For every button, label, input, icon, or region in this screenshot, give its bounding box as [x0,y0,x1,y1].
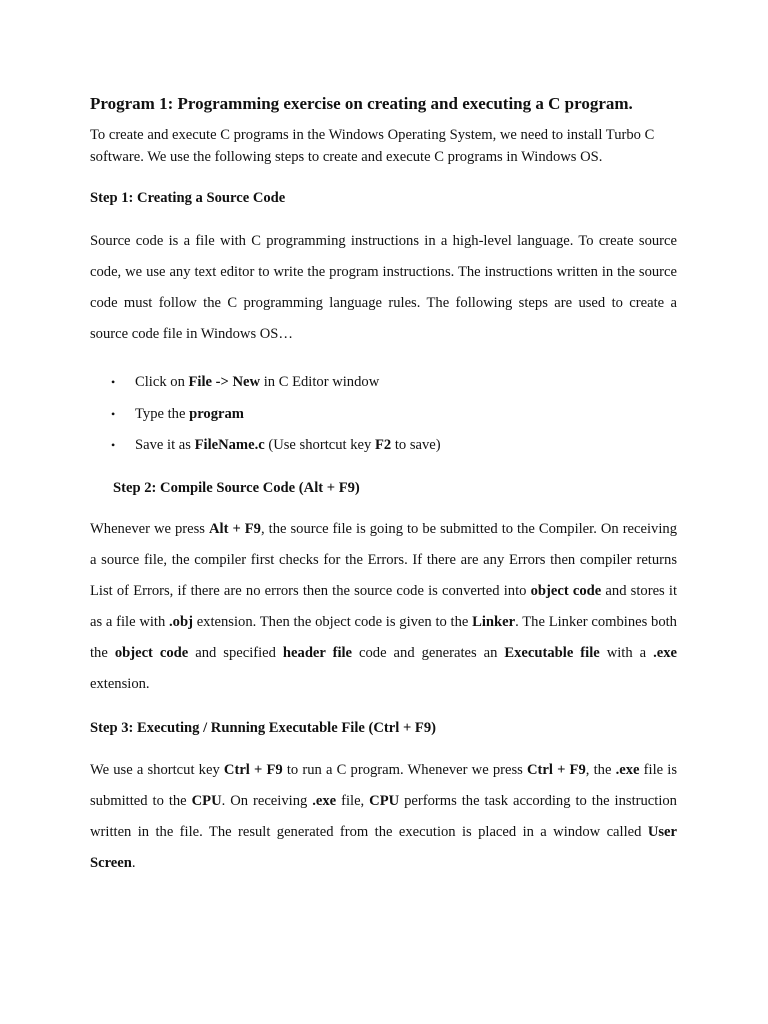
step3-heading: Step 3: Executing / Running Executable File (Ctrl + F9) [90,720,436,736]
bullet-icon: • [111,375,116,389]
step2-heading: Step 2: Compile Source Code (Alt + F9) [113,480,360,496]
bullet-icon: • [111,406,116,421]
step1-bullet-list [90,371,441,466]
list-item: • Type the program [90,403,441,435]
step2-paragraph: Whenever we press Alt + F9, the source file is going to be submitted to the Compiler. On receiving a source file, the compiler first checks for the Errors. If there are any Errors then compiler returns List of Errors, if there are no errors then the source code is converted into object code and stores it as a file with .obj extension. Then the object code is given to the Linker. The Linker combines both the object code and specified header file code and generates an Executable file with a .exe extension. [90,521,678,692]
list-item: • Save it as FileName.c (Use shortcut key F2 to save) [90,434,441,466]
bullet-icon: • [111,438,116,452]
step1-paragraph: Source code is a file with C programming instructions in a high-level language. To create source code, we use any text editor to write the program instructions. The instructions written in the source code must follow the C programming language rules. The following steps are used to create a source code file in Windows OS… [90,233,677,342]
step1-heading: Step 1: Creating a Source Code [90,190,286,206]
list-item: • Click on File -> New in C Editor window [90,371,441,403]
intro-paragraph: To create and execute C programs in the Windows Operating System, we need to install Turbo C software. We use the following steps to create and execute C programs in Windows OS. [90,127,655,165]
step3-paragraph: We use a shortcut key Ctrl + F9 to run a C program. Whenever we press Ctrl + F9, the .exe file is submitted to the CPU. On receiving .exe file, CPU performs the task according to the instruction written in the file. The result generated from the execution is placed in a window called User Screen. [90,762,678,871]
page-title: Program 1: Programming exercise on creating and executing a C program. [90,94,633,113]
